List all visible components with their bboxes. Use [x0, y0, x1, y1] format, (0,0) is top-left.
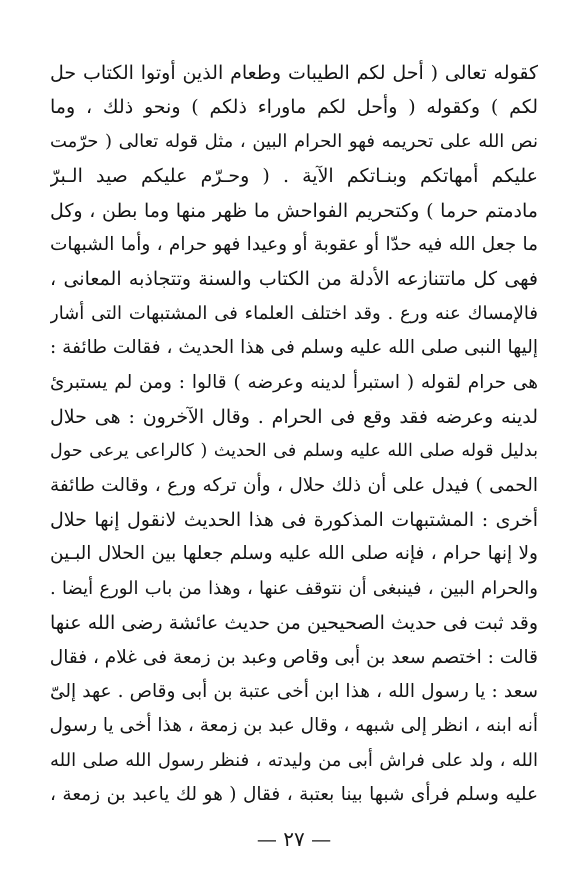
text-line: بدليل قوله صلى الله عليه وسلم فى الحديث ( كالراعى يرعى حول — [50, 441, 538, 462]
text-line: فهى كل ماتتنازعه الأدلة من الكتاب والسنة وتتجاذبه المعانى ، — [50, 268, 538, 291]
text-line: لدينه وعرضه فقد وقع فى الحرام . وقال الآخرون : هى حلال — [50, 405, 538, 428]
text-line: لكم ) وكقوله ( وأحل لكم ماوراء ذلكم ) ونحو ذلك ، وما — [50, 96, 538, 119]
text-line: أنه ابنه ، انظر إلى شبهه ، وقال عبد بن زمعة ، هذا أخى يا رسول — [50, 715, 538, 737]
text-line: إليها النبى صلى الله عليه وسلم فى هذا الحديث ، فقالت طائفة : — [50, 337, 538, 359]
text-line: مادمتم حرما ) وكتحريم الفواحش ما ظهر منها وما بطن ، وكل — [50, 199, 538, 222]
text-line: ما جعل الله فيه حدّا أو عقوبة أو وعيدا فهو حرام ، وأما الشبهات — [50, 233, 538, 255]
text-line: عليكم أمهاتكم وبنـاتكم الآية . ( وحـرّم عليكم صيد الـبرّ — [50, 165, 538, 188]
text-line: فالإمساك عنه ورع . وقد اختلف العلماء فى المشتبهات التى أشار — [50, 302, 538, 324]
text-line: سعد : يا رسول الله ، هذا ابن أخى عتبة بن أبى وقاص . عهد إلىّ — [50, 681, 538, 703]
text-line: عليه وسلم فرأى شبها بينا بعتبة ، فقال ( هو لك ياعبد بن زمعة ، — [50, 784, 538, 806]
body-text — [50, 56, 538, 813]
text-line: الله ، ولد على فراش أبى من وليدته ، فنظر رسول الله صلى الله — [50, 749, 538, 771]
text-line: قالت : اختصم سعد بن أبى وقاص وعبد بن زمعة فى غلام ، فقال — [50, 646, 538, 668]
text-line: ولا إنها حرام ، فإنه صلى الله عليه وسلم جعلها بين الحلال البـين — [50, 543, 538, 565]
text-line: وقد ثبت فى حديث الصحيحين من حديث عائشة رضى الله عنها — [50, 612, 538, 635]
page-number: — ٢٧ — — [256, 827, 332, 851]
text-line: نص الله على تحريمه فهو الحرام البين ، مثل قوله تعالى ( حرّمت — [50, 130, 538, 152]
text-line: أخرى : المشتبهات المذكورة فى هذا الحديث لانقول إنها حلال — [50, 509, 538, 532]
text-line: والحرام البين ، فينبغى أن نتوقف عنها ، وهذا من باب الورع أيضا . — [50, 577, 538, 599]
text-line: كقوله تعالى ( أحل لكم الطيبات وطعام الذين أوتوا الكتاب حل — [50, 62, 538, 84]
text-line: الحمى ) فيدل على أن ذلك حلال ، وأن تركه ورع ، وقالت طائفة — [50, 474, 538, 496]
text-line: هى حرام لقوله ( استبرأ لدينه وعرضه ) قالوا : ومن لم يستبرئ — [50, 371, 538, 393]
